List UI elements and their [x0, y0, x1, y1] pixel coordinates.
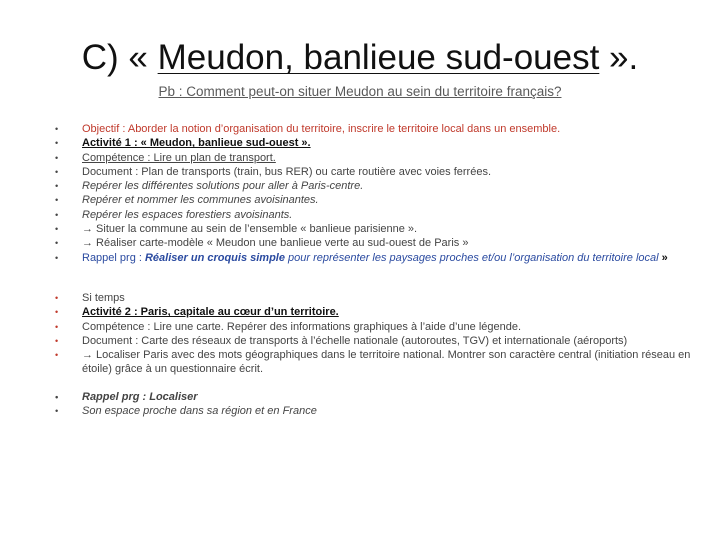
activite-2-label: Activité 2 : Paris, capitale au cœur d’un territoire.: [82, 306, 339, 319]
competence-2-item: • Compétence : Lire une carte. Repérer des informations graphiques à l’aide d’une légende.: [50, 320, 700, 334]
rappel-1-prefix: Rappel prg :: [82, 251, 145, 264]
competence-1-label: Compétence : Lire un plan de transport.: [82, 151, 276, 164]
activite-2-item: [50, 305, 700, 319]
rappel-1-bold: Réaliser un croquis simple: [144, 251, 285, 264]
si-temps-item: • Si temps: [50, 291, 700, 305]
problematique: Pb : Comment peut-on situer Meudon au sein du territoire français?: [158, 84, 562, 99]
situer-item: • → Situer la commune au sein de l’ensemble « banlieue parisienne ».: [50, 222, 700, 236]
title-suffix: ».: [599, 38, 639, 77]
section-3-list: [50, 390, 700, 419]
reperer-communes-item: • Repérer et nommer les communes avoisinantes.: [50, 193, 700, 207]
espace-proche-item: • Son espace proche dans sa région et en France: [50, 404, 700, 418]
slide-title: [0, 38, 720, 78]
rappel-localiser-item: • Rappel prg : Localiser: [50, 390, 700, 404]
competence-1-item: [50, 151, 700, 165]
localiser-item: • → Localiser Paris avec des mots géographiques dans le territoire national. Montrer son caractère central (initiation réseau en étoile) grâce à un questionnaire écrit.: [50, 348, 700, 377]
rappel-1-item: [50, 251, 700, 265]
realiser-item: • → Réaliser carte-modèle « Meudon une banlieue verte au sud-ouest de Paris »: [50, 236, 700, 250]
title-underlined: Meudon, banlieue sud-ouest: [157, 38, 600, 77]
document-1-item: • Document : Plan de transports (train, bus RER) ou carte routière avec voies ferrées.: [50, 165, 700, 179]
rappel-1-suffix: pour représenter les paysages proches et/ou l’organisation du territoire local: [284, 251, 662, 264]
document-2-item: • Document : Carte des réseaux de transports à l’échelle nationale (autoroutes, TGV) et internationale (aéroports): [50, 334, 700, 348]
reperer-solutions-item: • Repérer les différentes solutions pour aller à Paris-centre.: [50, 179, 700, 193]
objectif-item: • Objectif : Aborder la notion d’organisation du territoire, inscrire le territoire local dans un ensemble.: [50, 122, 700, 136]
activite-1-item: [50, 136, 700, 150]
activite-1-label: Activité 1 : « Meudon, banlieue sud-ouest ».: [82, 137, 311, 150]
reperer-espaces-item: • Repérer les espaces forestiers avoisinants.: [50, 208, 700, 222]
rappel-1-end: »: [661, 251, 668, 264]
section-2-list: [50, 291, 700, 377]
section-1-list: [50, 122, 700, 265]
title-prefix: C) «: [81, 38, 158, 77]
